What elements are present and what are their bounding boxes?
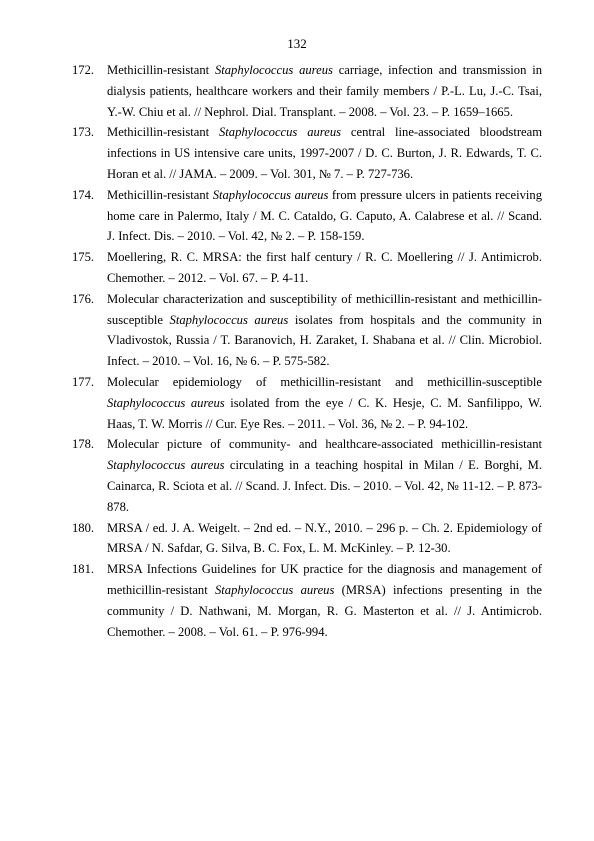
reference-number: 174. [72, 187, 95, 202]
reference-number: 181. [72, 562, 95, 577]
reference-number: 178. [72, 437, 95, 452]
reference-text: Molecular epidemiology of methicillin-resistant and methicillin-susceptible Staphylococcus aureus isolated from the eye / C. K. Hesje, C. M. Sanfilippo, W. Haas, T. W. Morris // Cur. Eye Res. – 2011. – Vol. 36, № 2. – P. 94-102. [107, 374, 542, 431]
reference-item [72, 185, 542, 247]
reference-item [72, 247, 542, 289]
reference-number: 173. [72, 125, 95, 140]
reference-number: 177. [72, 374, 95, 389]
reference-number: 175. [72, 250, 95, 265]
reference-text: Molecular characterization and susceptibility of methicillin-resistant and methicillin-susceptible Staphylococcus aureus isolates from hospitals and the community in Vladivostok, Russia / T. Baranovich, H. Zaraket, I. Shabana et al. // Clin. Microbiol. Infect. – 2010. – Vol. 16, № 6. – P. 575-582. [107, 291, 542, 369]
reference-item [72, 518, 542, 560]
reference-number: 180. [72, 520, 95, 535]
reference-list [72, 60, 542, 642]
page-number: 132 [287, 36, 307, 51]
reference-item [72, 434, 542, 517]
reference-text: Methicillin-resistant Staphylococcus aureus central line-associated bloodstream infections in US intensive care units, 1997-2007 / D. C. Burton, J. R. Edwards, T. C. Horan et al. // JAMA. – 2009. – Vol. 301, № 7. – P. 727-736. [107, 125, 542, 181]
reference-text: Molecular picture of community- and healthcare-associated methicillin-resistant Staphylococcus aureus circulating in a teaching hospital in Milan / E. Borghi, M. Cainarca, R. Sciota et al. // Scand. J. Infect. Dis. – 2010. – Vol. 42, № 11-12. – P. 873-878. [107, 437, 542, 514]
reference-text: Methicillin-resistant Staphylococcus aureus from pressure ulcers in patients receiving home care in Palermo, Italy / M. C. Cataldo, G. Caputo, A. Calabrese et al. // Scand. J. Infect. Dis. – 2010. – Vol. 42, № 2. – P. 158-159. [107, 187, 542, 244]
reference-number: 176. [72, 291, 95, 306]
reference-item [72, 289, 542, 372]
reference-number: 172. [72, 63, 95, 77]
reference-text: Moellering, R. C. MRSA: the first half century / R. C. Moellering // J. Antimicrob. Chemother. – 2012. – Vol. 67. – P. 4-11. [107, 250, 542, 285]
reference-item [72, 122, 542, 184]
reference-text: MRSA Infections Guidelines for UK practice for the diagnosis and management of methicillin-resistant Staphylococcus aureus (MRSA) infections presenting in the community / D. Nathwani, M. Morgan, R. G. Masterton et al. // J. Antimicrob. Chemother. – 2008. – Vol. 61. – P. 976-994. [107, 562, 542, 639]
reference-item [72, 559, 542, 642]
reference-item [72, 372, 542, 434]
reference-text: Methicillin-resistant Staphylococcus aureus carriage, infection and transmission in dialysis patients, healthcare workers and their family members / P.-L. Lu, J.-C. Tsai, Y.-W. Chiu et al. // Nephrol. Dial. Transplant. – 2008. – Vol. 23. – P. 1659–1665. [107, 63, 542, 119]
reference-text: MRSA / ed. J. A. Weigelt. – 2nd ed. – N.Y., 2010. – 296 p. – Ch. 2. Epidemiology of MRSA / N. Safdar, G. Silva, B. C. Fox, L. M. McKinley. – P. 12-30. [107, 520, 542, 556]
reference-item [72, 60, 542, 122]
